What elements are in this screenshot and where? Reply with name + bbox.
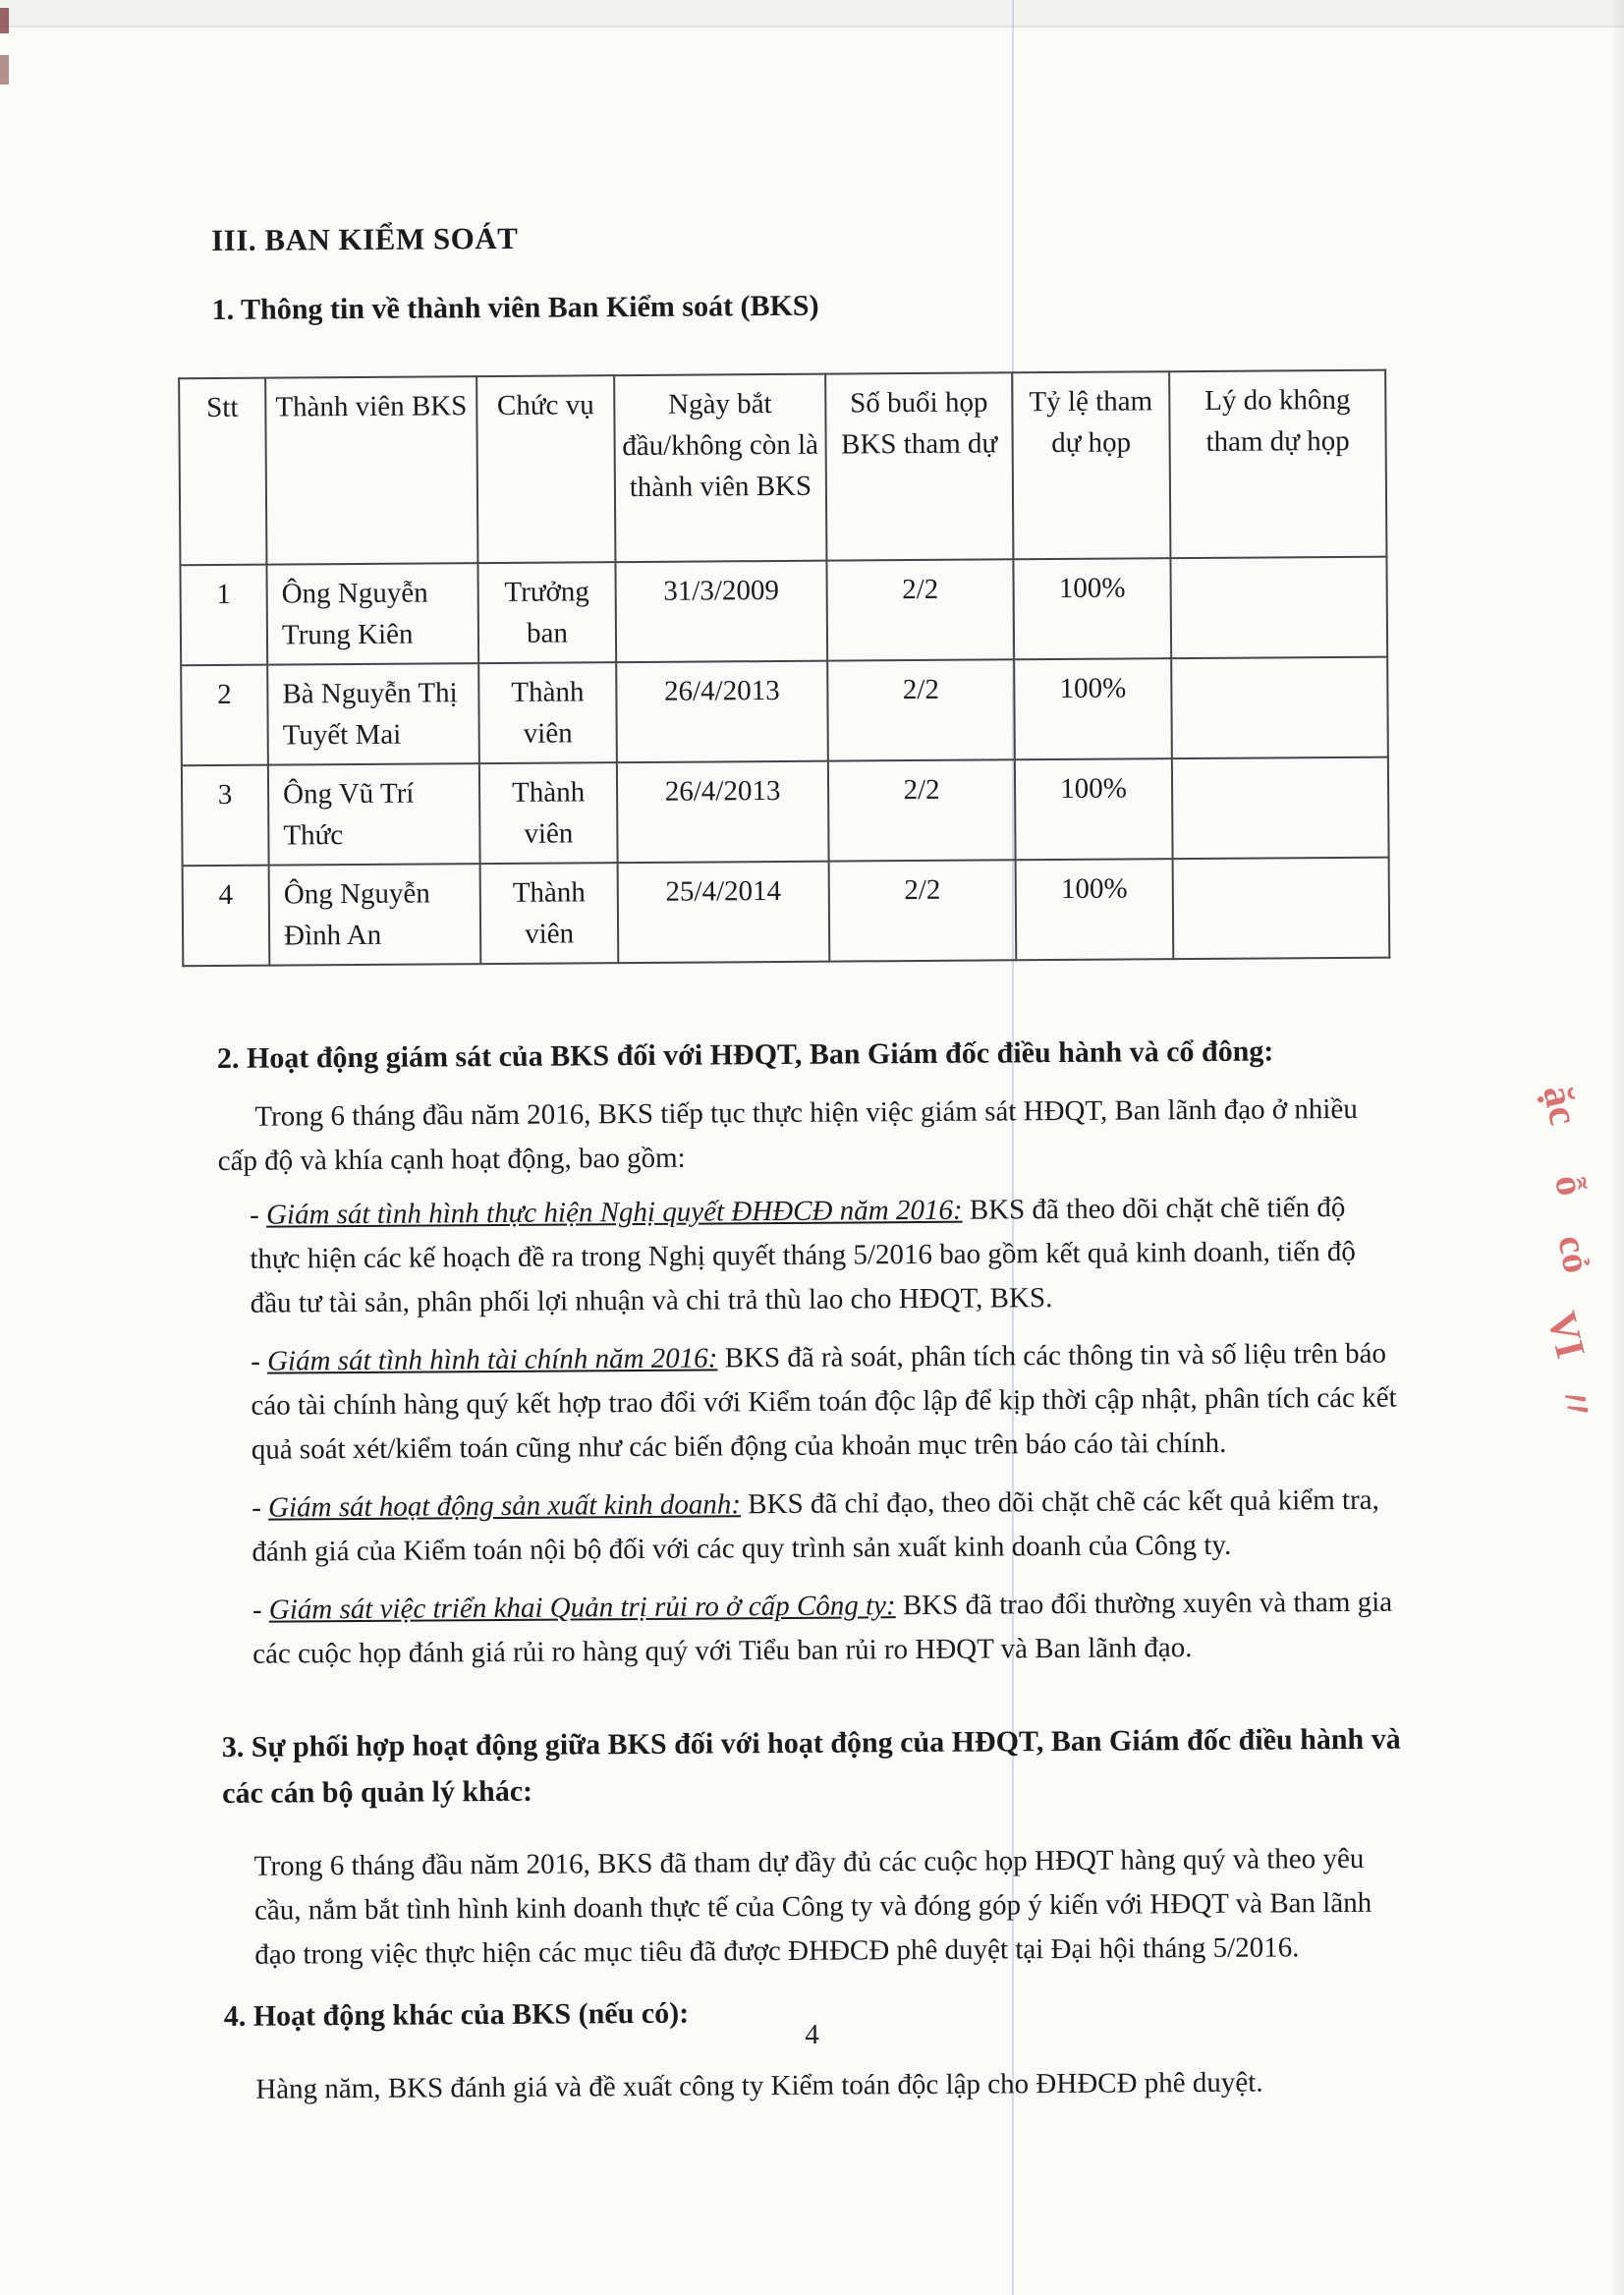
cell-stt: 4 (183, 866, 270, 967)
bks-members-table (178, 369, 1390, 968)
bullet-marker: - (251, 1345, 260, 1377)
cell-member-name: Ông Vũ Trí Thức (268, 763, 480, 865)
bullet-text: BKS đã trao đổi thường xuyên và tham gia các cuộc họp đánh giá rủi ro hàng quý với Tiểu ban rủi ro HĐQT và Ban lãnh đạo. (252, 1586, 1393, 1670)
cell-position: Trưởng ban (477, 562, 616, 663)
cell-member-name: Ông Nguyễn Đình An (269, 864, 481, 965)
red-stamp-fragments (1513, 1076, 1624, 1439)
bullet-marker: - (252, 1594, 262, 1626)
stamp-glyph: VI (1538, 1307, 1594, 1364)
cell-position: Thành viên (480, 863, 619, 964)
cell-member-name: Ông Nguyễn Trung Kiên (266, 563, 478, 664)
bullet-text: BKS đã chỉ đạo, theo dõi chặt chẽ các kết quả kiểm tra, đánh giá của Kiểm toán nội bộ đối với các quy trình sản xuất kinh doanh của Công ty. (252, 1483, 1379, 1568)
cell-reason (1171, 657, 1388, 759)
supervision-bullet (252, 1581, 1401, 1677)
supervision-bullet (251, 1332, 1399, 1473)
document-body (206, 210, 1403, 2112)
table-row (182, 757, 1389, 867)
section-2-heading: 2. Hoạt động giám sát của BKS đối với HĐQT, Ban Giám đốc điều hành và cổ đông: (216, 1035, 1274, 1075)
table-row (183, 858, 1390, 967)
scan-edge-mark (0, 8, 9, 33)
cell-start-date: 26/4/2013 (617, 761, 829, 863)
bullet-lead: Giám sát việc triển khai Quản trị rủi ro ở cấp Công ty: (268, 1590, 896, 1626)
page-edge-shadow (1610, 0, 1624, 2295)
page-title: III. BAN KIỂM SOÁT (211, 220, 519, 257)
bullet-text: BKS đã rà soát, phân tích các thông tin và số liệu trên báo cáo tài chính hàng quý kết hợp trao đổi với Kiểm toán độc lập để kịp thời cập nhật, phân tích các kết quả soát xét/kiểm toán cũng như các biến động của khoản mục trên báo cáo tài chính. (251, 1337, 1397, 1466)
section-4-body: Hàng năm, BKS đánh giá và đề xuất công ty Kiểm toán độc lập cho ĐHĐCĐ phê duyệt. (255, 2066, 1263, 2105)
cell-reason (1170, 557, 1387, 659)
cell-reason (1173, 858, 1390, 960)
stamp-glyph: ỗ (1546, 1171, 1594, 1200)
cell-position: Thành viên (478, 662, 617, 763)
bullet-marker: - (252, 1491, 261, 1524)
cell-start-date: 26/4/2013 (616, 661, 828, 762)
stamp-glyph: cỏ (1549, 1231, 1600, 1277)
cell-rate: 100% (1014, 658, 1172, 759)
header-start-date: Ngày bắt đầu/không còn là thành viên BKS (614, 374, 826, 562)
scan-edge-line (0, 26, 1624, 28)
cell-rate: 100% (1013, 558, 1171, 659)
header-meetings-attended: Số buổi họp BKS tham dự (825, 372, 1013, 560)
supervision-bullet (250, 1186, 1398, 1326)
page-number: 4 (805, 2019, 819, 2050)
header-position: Chức vụ (476, 375, 615, 563)
cell-meetings: 2/2 (826, 559, 1014, 660)
table-row (181, 657, 1388, 766)
supervision-bullet (252, 1479, 1400, 1575)
stamp-glyph: 〃 (1548, 1379, 1601, 1428)
header-absence-reason: Lý do không tham dự họp (1169, 370, 1386, 559)
bullet-lead: Giám sát tình hình tài chính năm 2016: (266, 1342, 718, 1377)
cell-start-date: 25/4/2014 (618, 862, 830, 963)
cell-rate: 100% (1016, 859, 1174, 960)
section-1-heading: 1. Thông tin về thành viên Ban Kiểm soát (BKS) (211, 289, 819, 326)
cell-start-date: 31/3/2009 (615, 561, 827, 662)
cell-member-name: Bà Nguyễn Thị Tuyết Mai (267, 663, 479, 764)
scan-edge-mark (0, 55, 9, 84)
table-header-row (179, 370, 1386, 566)
scan-top-band (0, 0, 1624, 26)
bullet-marker: - (249, 1199, 259, 1231)
section-2-intro: Trong 6 tháng đầu năm 2016, BKS tiếp tục thực hiện việc giám sát HĐQT, Ban lãnh đạo ở nhiều cấp độ và khía cạnh hoạt động, bao gồm: (217, 1092, 1358, 1177)
cell-reason (1172, 757, 1389, 860)
bullet-lead: Giám sát tình hình thực hiện Nghị quyết ĐHĐCĐ năm 2016: (265, 1194, 963, 1231)
cell-stt: 2 (181, 665, 268, 766)
bullet-lead: Giám sát hoạt động sản xuất kinh doanh: (267, 1488, 742, 1524)
cell-stt: 3 (182, 765, 269, 867)
header-stt: Stt (179, 378, 266, 566)
cell-meetings: 2/2 (828, 759, 1016, 861)
cell-rate: 100% (1015, 758, 1173, 860)
cell-position: Thành viên (479, 762, 618, 864)
cell-meetings: 2/2 (827, 659, 1015, 760)
section-3-heading: 3. Sự phối hợp hoạt động giữa BKS đối với hoạt động của HĐQT, Ban Giám đốc điều hành và các cán bộ quản lý khác: (221, 1722, 1401, 1810)
header-attendance-rate: Tỷ lệ tham dự họp (1012, 371, 1170, 559)
bullet-text: BKS đã theo dõi chặt chẽ tiến độ thực hiện các kế hoạch đề ra trong Nghị quyết tháng 5/2016 bao gồm kết quả kinh doanh, tiến độ đầu tư tài sản, phân phối lợi nhuận và chi trả thù lao cho HĐQT, BKS. (250, 1191, 1356, 1319)
table-row (180, 557, 1387, 666)
section-3-body: Trong 6 tháng đầu năm 2016, BKS đã tham dự đầy đủ các cuộc họp HĐQT hàng quý và theo yêu cầu, nắm bắt tình hình kinh doanh thực tế của Công ty và đóng góp ý kiến với HĐQT và Ban lãnh đạo trong việc thực hiện các mục tiêu đã được ĐHĐCĐ phê duyệt tại Đại hội tháng 5/2016. (253, 1842, 1372, 1971)
stamp-glyph: ặc (1534, 1081, 1587, 1130)
cell-stt: 1 (180, 565, 267, 666)
section-4-heading: 4. Hoạt động khác của BKS (nếu có): (223, 1996, 690, 2033)
cell-meetings: 2/2 (829, 860, 1017, 961)
header-member: Thành viên BKS (265, 376, 477, 564)
